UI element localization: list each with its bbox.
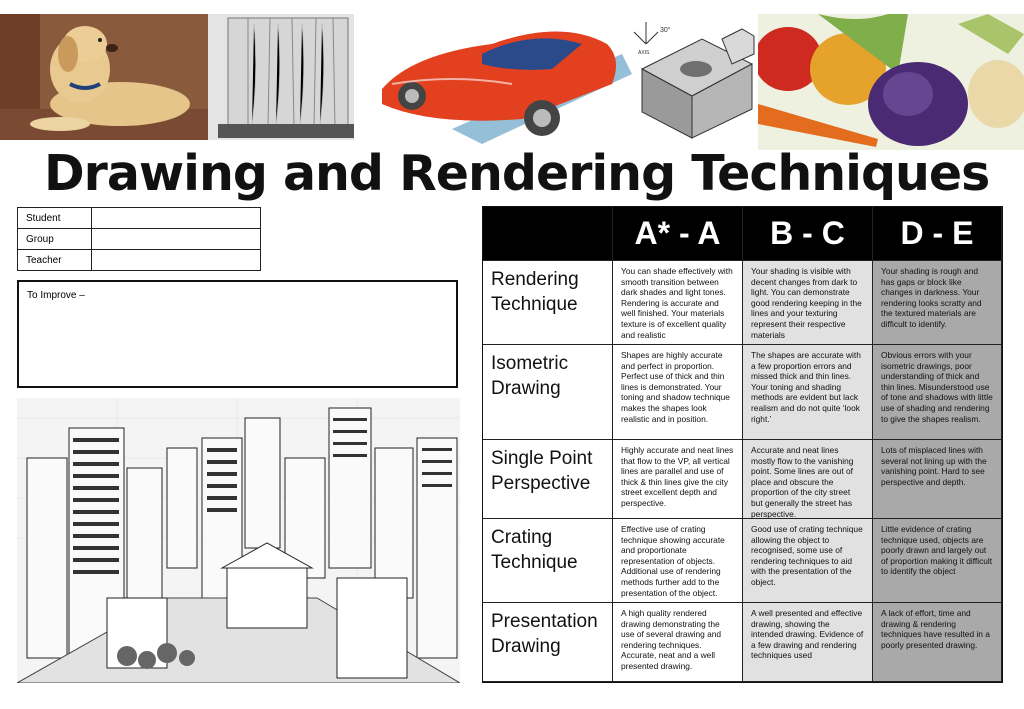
criterion-cell[interactable]: Accurate and neat lines mostly flow to the vanishing point. Some lines are out of place and obscure the proportion of the city street but generally the street has perspective. — [743, 440, 873, 519]
info-row-student — [18, 208, 261, 229]
info-row-teacher — [18, 250, 261, 271]
angle-label: 30° — [660, 27, 671, 34]
criterion-cell[interactable]: Shapes are highly accurate and perfect in proportion. Perfect use of thick and thin lines is demonstrated. Your toning and shadow technique makes the shapes look realistic and in position. — [613, 345, 743, 440]
criterion-label-perspective: Single Point Perspective — [483, 440, 613, 519]
city-perspective-drawing — [17, 398, 460, 683]
grade-header-d: D - E — [873, 207, 1002, 261]
teacher-field[interactable] — [92, 250, 261, 271]
criterion-label-crating: Crating Technique — [483, 519, 613, 603]
to-improve-box[interactable] — [17, 280, 458, 388]
criterion-cell[interactable]: Effective use of crating technique showing accurate and proportionate representation of objects. Additional use of rendering methods further add to the presentation of the object. — [613, 519, 743, 603]
criterion-label-presentation: Presentation Drawing — [483, 603, 613, 682]
isometric-block-drawing — [632, 14, 756, 140]
criterion-cell[interactable]: Your shading is visible with decent changes from dark to light. You can demonstrate good rendering keeping in the lines and your texturing represent their respective materials — [743, 261, 873, 345]
dog-drawing — [0, 14, 208, 140]
page-title: Drawing and Rendering Techniques — [44, 145, 990, 202]
vegetables-drawing — [758, 14, 1024, 150]
info-row-group — [18, 229, 261, 250]
axis-label: AXIS — [638, 50, 650, 56]
criterion-cell[interactable]: A well presented and effective drawing, showing the intended drawing. Evidence of a few drawing and rendering techniques used — [743, 603, 873, 682]
criterion-cell[interactable]: You can shade effectively with smooth transition between dark shades and light tones. Rendering is accurate and well finished. Your materials texture is of excellent quality and realistic — [613, 261, 743, 345]
info-label: Student — [18, 208, 92, 229]
grade-header-b: B - C — [743, 207, 873, 261]
criterion-cell[interactable]: Obvious errors with your isometric drawings, poor understanding of thick and thin lines. Misunderstood use of tone and shadows with little use of shading and rendering to give the shapes realism. — [873, 345, 1002, 440]
student-field[interactable] — [92, 208, 261, 229]
criterion-cell[interactable]: A high quality rendered drawing demonstrating the use of several drawing and rendering techniques. Accurate, neat and a well presented drawing. — [613, 603, 743, 682]
criterion-cell[interactable]: The shapes are accurate with a few proportion errors and missed thick and thin lines. Your toning and shading methods are evident but lack realism and do not quite ‘look right.’ — [743, 345, 873, 440]
criterion-cell[interactable]: A lack of effort, time and drawing & rendering techniques have resulted in a poorly presented drawing. — [873, 603, 1002, 682]
criterion-cell[interactable]: Your shading is rough and has gaps or block like changes in darkness. Your rendering looks scratty and the textured materials are difficult to identify. — [873, 261, 1002, 345]
image-strip — [0, 14, 1024, 150]
wood-texture-drawing — [208, 14, 354, 140]
criterion-cell[interactable]: Good use of crating technique allowing the object to recognised, some use of rendering techniques to aid with the presentation of the object. — [743, 519, 873, 603]
group-field[interactable] — [92, 229, 261, 250]
to-improve-label: To Improve – — [27, 290, 85, 301]
car-rendering — [372, 14, 632, 150]
criterion-cell[interactable]: Lots of misplaced lines with several not lining up with the vanishing point. Hard to see perspective and depth. — [873, 440, 1002, 519]
grade-header-a: A* - A — [613, 207, 743, 261]
assessment-grid — [482, 206, 1003, 683]
student-info-table — [17, 207, 261, 271]
criterion-cell[interactable]: Little evidence of crating technique used, objects are poorly drawn and largely out of proportion making it difficult to identify the object — [873, 519, 1002, 603]
criterion-label-isometric: Isometric Drawing — [483, 345, 613, 440]
info-label: Group — [18, 229, 92, 250]
info-label: Teacher — [18, 250, 92, 271]
header-corner — [483, 207, 613, 261]
criterion-cell[interactable]: Highly accurate and neat lines that flow to the VP, all vertical lines are parallel and use of thick & thin lines give the city street excellent depth and perspective. — [613, 440, 743, 519]
criterion-label-rendering: Rendering Technique — [483, 261, 613, 345]
